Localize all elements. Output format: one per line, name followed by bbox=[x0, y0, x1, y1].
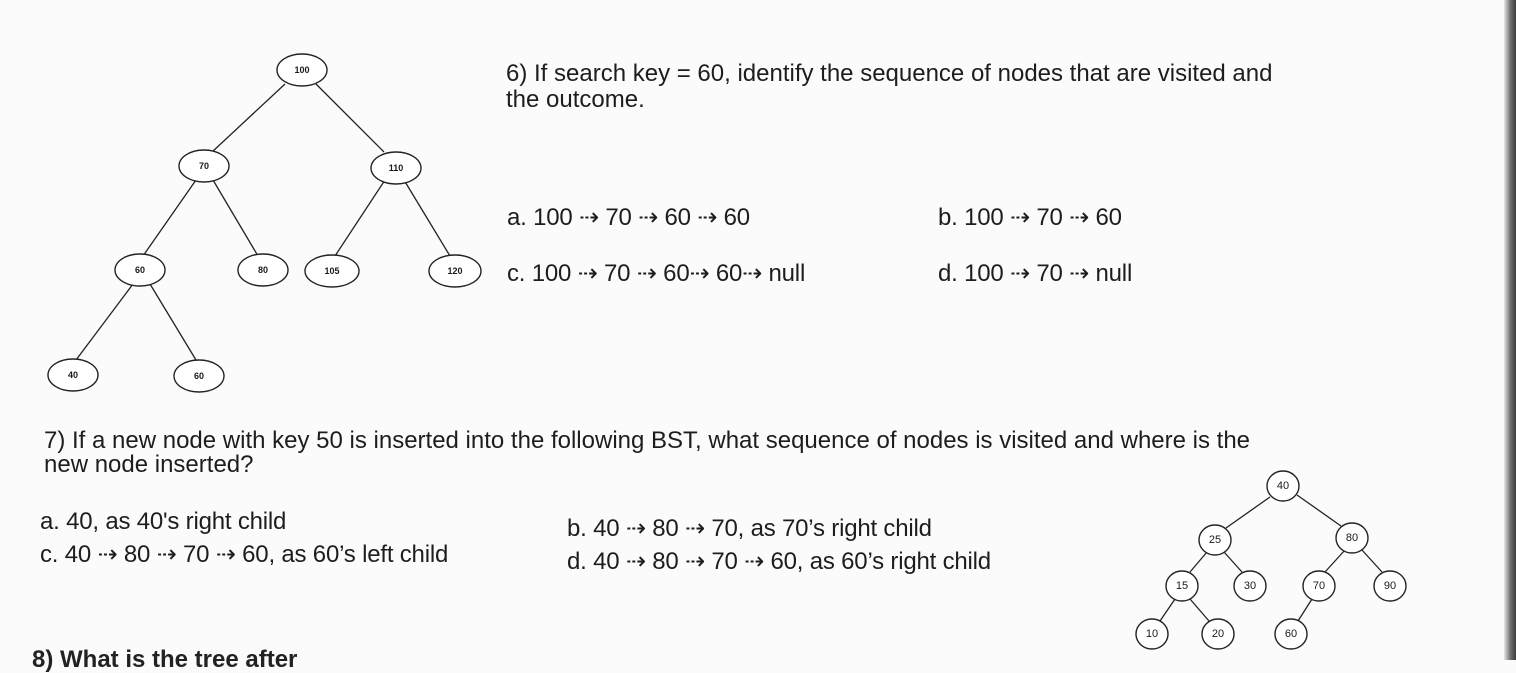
tree2-node-25 bbox=[1199, 525, 1231, 555]
tree2-node-70 bbox=[1303, 571, 1335, 601]
svg-text:70: 70 bbox=[1312, 580, 1326, 592]
tree2-edges bbox=[1160, 495, 1382, 621]
tree2-node-60 bbox=[1275, 619, 1307, 649]
svg-text:60: 60 bbox=[134, 265, 146, 275]
svg-text:40: 40 bbox=[67, 370, 79, 380]
svg-text:20: 20 bbox=[1211, 628, 1225, 640]
svg-text:80: 80 bbox=[257, 265, 269, 275]
question-7-option-a: a. 40, as 40's right child bbox=[40, 508, 287, 535]
tree2-node-40 bbox=[1267, 471, 1299, 501]
svg-text:15: 15 bbox=[1175, 580, 1189, 592]
tree2-node-80 bbox=[1336, 523, 1368, 553]
svg-text:70: 70 bbox=[198, 161, 210, 171]
tree2-node-30 bbox=[1234, 571, 1266, 601]
question-7-line-1: 7) If a new node with key 50 is inserted into the following BST, what sequence of nodes is visited and where is the bbox=[44, 427, 1251, 454]
tree1-node-110 bbox=[371, 152, 421, 184]
tree1-node-40 bbox=[48, 359, 98, 391]
svg-text:80: 80 bbox=[1345, 532, 1359, 544]
tree1-node-60-leaf bbox=[174, 360, 224, 392]
tree1-node-70 bbox=[179, 150, 229, 182]
svg-text:25: 25 bbox=[1208, 534, 1222, 546]
tree1-node-80 bbox=[238, 254, 288, 286]
svg-text:105: 105 bbox=[324, 266, 340, 276]
tree2-node-10 bbox=[1136, 619, 1168, 649]
question-8-fragment: 8) What is the tree after bbox=[32, 646, 298, 673]
svg-text:30: 30 bbox=[1243, 580, 1257, 592]
tree2-node-90 bbox=[1374, 571, 1406, 601]
tree1-node-120 bbox=[429, 255, 481, 287]
question-6-prompt bbox=[506, 59, 1272, 115]
tree2-node-15 bbox=[1166, 571, 1198, 601]
tree2-node-20 bbox=[1202, 619, 1234, 649]
tree1-node-100 bbox=[277, 54, 327, 86]
svg-text:100: 100 bbox=[294, 65, 310, 75]
svg-text:60: 60 bbox=[1284, 628, 1298, 640]
page-edge-shadow bbox=[1504, 0, 1516, 660]
svg-text:90: 90 bbox=[1383, 580, 1397, 592]
question-7-option-b: b. 40 ⇢ 80 ⇢ 70, as 70’s right child bbox=[567, 515, 932, 542]
question-6-line-2: the outcome. bbox=[506, 86, 645, 113]
svg-text:40: 40 bbox=[1276, 480, 1290, 492]
question-7-line-2: new node inserted? bbox=[44, 451, 254, 478]
question-7-prompt bbox=[44, 426, 1250, 480]
question-6-line-1: 6) If search key = 60, identify the sequence of nodes that are visited and bbox=[506, 60, 1273, 87]
bst-diagram-q7 bbox=[1120, 460, 1420, 660]
tree1-node-60 bbox=[115, 254, 165, 286]
tree1-edges bbox=[76, 84, 450, 360]
question-6-option-c: c. 100 ⇢ 70 ⇢ 60⇢ 60⇢ null bbox=[507, 260, 806, 287]
question-6-option-a: a. 100 ⇢ 70 ⇢ 60 ⇢ 60 bbox=[507, 204, 750, 231]
question-7-option-c: c. 40 ⇢ 80 ⇢ 70 ⇢ 60, as 60’s left child bbox=[40, 541, 449, 568]
question-6-option-b: b. 100 ⇢ 70 ⇢ 60 bbox=[938, 204, 1122, 231]
svg-text:110: 110 bbox=[388, 163, 404, 173]
question-7-option-d: d. 40 ⇢ 80 ⇢ 70 ⇢ 60, as 60’s right child bbox=[567, 548, 991, 575]
tree1-node-105 bbox=[305, 255, 359, 287]
svg-text:120: 120 bbox=[447, 266, 463, 276]
svg-text:10: 10 bbox=[1145, 628, 1159, 640]
bst-diagram-q6 bbox=[0, 0, 500, 420]
question-6-option-d: d. 100 ⇢ 70 ⇢ null bbox=[938, 260, 1133, 287]
svg-text:60: 60 bbox=[193, 371, 205, 381]
